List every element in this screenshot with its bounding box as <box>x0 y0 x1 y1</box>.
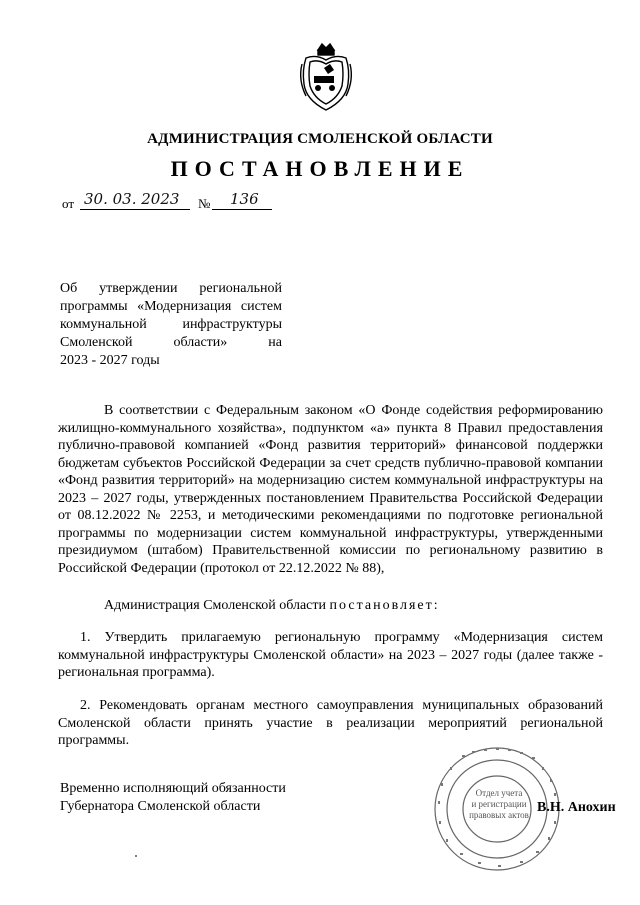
stamp-line: и регистрации <box>471 799 527 809</box>
stamp-line: правовых актов <box>469 810 529 820</box>
date-label: от <box>62 196 75 211</box>
document-type-title: ПОСТАНОВЛЕНИЕ <box>170 156 470 181</box>
date-underline <box>80 209 190 210</box>
document-subject <box>60 280 282 370</box>
number-underline <box>212 209 272 210</box>
subject-line: Смоленской области» на <box>60 335 282 350</box>
signatory-name: В.Н. Анохин <box>537 800 616 815</box>
subject-line: Об утверждении региональной <box>60 281 282 296</box>
organization-title: АДМИНИСТРАЦИЯ СМОЛЕНСКОЙ ОБЛАСТИ <box>147 131 493 147</box>
number-value: 136 <box>230 190 259 208</box>
subject-line: программы «Модернизация систем <box>60 299 282 314</box>
number-label: № <box>198 196 211 211</box>
position-line: Временно исполняющий обязанности <box>60 781 286 796</box>
subject-line: 2023 - 2027 годы <box>60 353 160 368</box>
subject-line: коммунальной инфраструктуры <box>60 317 282 332</box>
date-value: 30. 03. 2023 <box>84 190 180 208</box>
stamp-text <box>462 788 536 821</box>
signatory-position <box>60 780 320 816</box>
resolves-word: постановляет: <box>329 598 440 613</box>
coat-of-arms-icon <box>296 40 356 114</box>
stamp-line: Отдел учета <box>475 788 523 798</box>
position-line: Губернатора Смоленской области <box>60 799 261 814</box>
item-2-paragraph: 2. Рекомендовать органам местного самоуправления муниципальных образований Смоленской области принять участие в реализации мероприятий региональной программы. <box>58 698 603 748</box>
resolution-line <box>58 597 603 615</box>
scan-mark <box>135 855 137 857</box>
item-1-paragraph: 1. Утвердить прилагаемую региональную программу «Модернизация систем коммунальной инфраструктуры Смоленской области» на 2023 – 2027 годы (далее также - региональная программа). <box>58 630 603 680</box>
resolves-subject: Администрация Смоленской области <box>104 598 327 613</box>
date-number-line <box>62 190 362 212</box>
preamble-paragraph: В соответствии с Федеральным законом «О Фонде содействия реформированию жилищно-коммунального хозяйства», подпунктом «а» пункта 8 Правил предоставления публично-правовой компанией «Фонд развития территорий» финансовой поддержки бюджетам субъектов Российской Федерации за счет средств публично-правовой компании «Фонд развития территорий» на модернизацию систем коммунальной инфраструктуры на 2023 – 2027 годы, утвержденных постановлением Правительства Российской Федерации от 08.12.2022 № 2253, и методическими рекомендациями по подготовке региональной программы по модернизации систем коммунальной инфраструктуры, утвержденными президиумом (штабом) Правительственной комиссии по региональному развитию в Российской Федерации (протокол от 22.12.2022 № 88), <box>58 403 603 576</box>
